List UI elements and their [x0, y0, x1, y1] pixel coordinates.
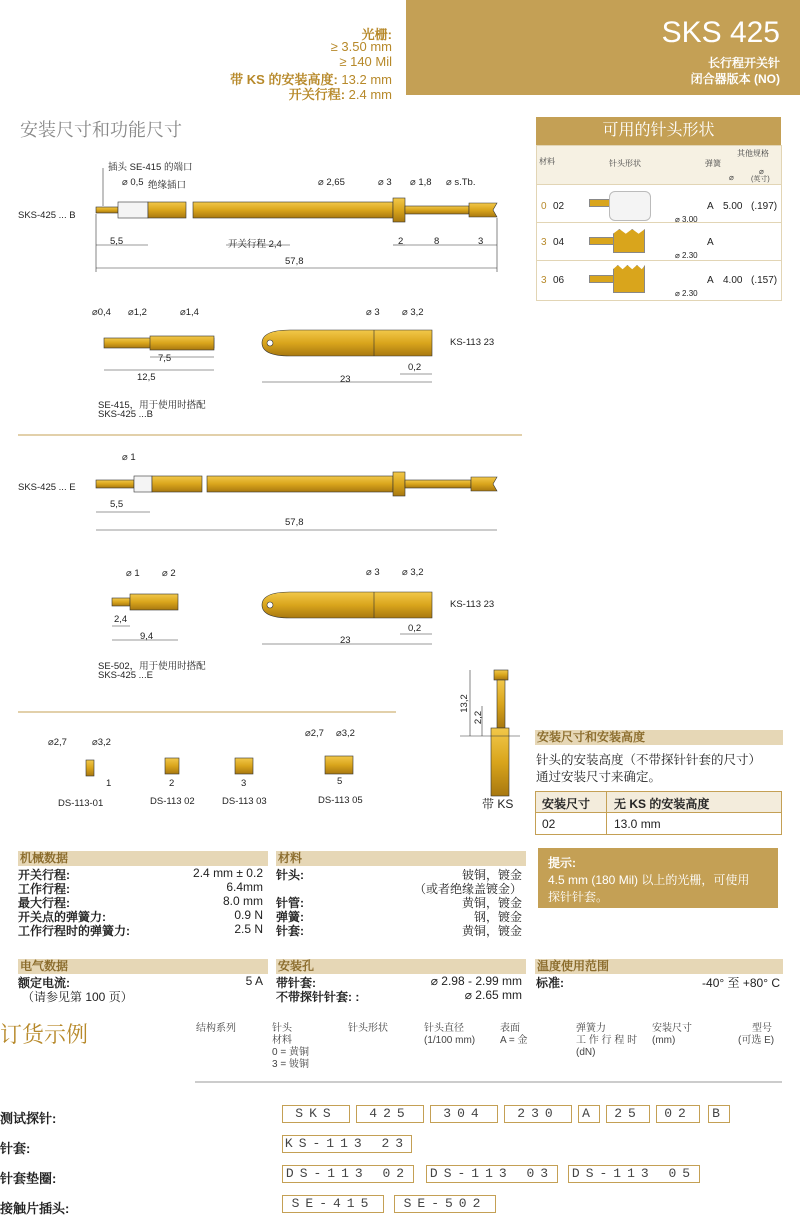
se502-dim-1: ⌀ 2 — [162, 568, 176, 579]
material-row-2: 针管: — [276, 896, 304, 910]
mech-row-4: 工作行程时的弹簧力: — [18, 924, 130, 938]
install-height-title: 安装尺寸和安装高度 — [535, 730, 783, 745]
hole-row-1: 不带探针针套: : — [276, 990, 360, 1004]
temp-label: 标准: — [536, 976, 564, 990]
ks113-b-dim-0: ⌀ 3 — [366, 567, 380, 578]
ds01-dim-0: ⌀2,7 — [48, 737, 67, 748]
probe-b-barrel-1 — [148, 202, 186, 218]
tip-shape-flat — [589, 199, 611, 207]
tip-head-material: 材料 — [539, 157, 555, 166]
probe-e-barrel-1 — [152, 476, 202, 492]
se415-len-1: 12,5 — [137, 372, 156, 383]
tip-row-0-mm: 5.00 — [723, 201, 743, 212]
spec-grid-label: 光栅: — [361, 27, 392, 42]
tip-cap-insulated — [609, 191, 651, 221]
ds05-dim-0: ⌀2,7 — [305, 728, 324, 739]
temp-value: -40° 至 +80° C — [702, 976, 780, 990]
install-height-th-2: 无 KS 的安装高度 — [614, 797, 710, 811]
se502-len-0: 2,4 — [114, 614, 128, 625]
probe-b-crown — [469, 203, 497, 217]
probe-b-collar — [393, 198, 405, 222]
install-height-row-divider — [536, 812, 781, 813]
dim-b-len-2: 2 — [398, 236, 404, 247]
diagram-e-len: 5,5 — [110, 499, 124, 510]
mech-row-3: 开关点的弹簧力: — [18, 910, 106, 924]
tip-shapes-title: 可用的针头形状 — [536, 117, 781, 145]
product-subtitle-2: 闭合器版本 (NO) — [690, 72, 780, 86]
tip-row-1-mat: 3 — [541, 237, 547, 248]
probe-b-barrel-2 — [193, 202, 393, 218]
ds01-len: 1 — [106, 778, 112, 789]
order-head-surface-gold: A = 金 — [500, 1035, 528, 1046]
tip-head-unit: (英寸) — [751, 176, 770, 183]
probe-e-insulator — [134, 476, 152, 492]
electric-note: （请参见第 100 页） — [22, 990, 133, 1004]
order-box-plug-502: SE-502 — [394, 1195, 496, 1213]
electric-current-label: 额定电流: — [18, 976, 70, 990]
hole-row-1-val: ⌀ 2.65 mm — [464, 988, 522, 1002]
order-box-series: SKS — [282, 1105, 350, 1123]
install-height-value: 13.0 mm — [614, 817, 661, 831]
with-ks-dim-1: 2,2 — [473, 710, 485, 725]
order-box-washer-05: DS-113 05 — [568, 1165, 700, 1183]
se415-caption-1: SE-415，用于使用时搭配 — [98, 400, 206, 411]
order-head-install-unit: (mm) — [652, 1035, 676, 1046]
tip-head-other: 其他规格 — [737, 149, 769, 158]
ks113-a-dim-0: ⌀ 3 — [366, 307, 380, 318]
mech-row-0-val: 2.4 mm ± 0.2 — [193, 866, 263, 880]
tip-row-2-code: 06 — [553, 275, 565, 286]
tip-row-2-mm: 4.00 — [723, 275, 743, 286]
probe-e-plunger — [96, 480, 134, 488]
tip-row-2-dia: ⌀ 2.30 — [675, 289, 698, 298]
se502-body — [112, 598, 130, 606]
tip-row-0-code: 02 — [553, 201, 565, 212]
product-model: SKS 425 — [661, 16, 780, 49]
order-box-install: 02 — [656, 1105, 700, 1123]
ks113-b-body — [262, 592, 432, 618]
mech-title: 机械数据 — [18, 851, 268, 866]
order-head-type-opt: (可选 E) — [738, 1035, 775, 1046]
tip-row-1-code: 04 — [553, 237, 565, 248]
material-row-1-val: （或者绝缘盖镀金） — [413, 882, 522, 896]
tip-head-shape: 针头形状 — [609, 159, 641, 168]
probe-e-barrel-2 — [207, 476, 393, 492]
diagram-e-total: 57,8 — [285, 517, 304, 528]
diagram-b-name: SKS-425 ... B — [18, 210, 76, 221]
material-row-2-val: 黄铜，镀金 — [461, 896, 522, 910]
se502-dim-0: ⌀ 1 — [126, 568, 140, 579]
ds03-name: DS-113 03 — [222, 796, 267, 807]
tip-row-1 — [537, 222, 781, 261]
tip-shapes-table — [536, 145, 782, 301]
tip-row-2-mat: 3 — [541, 275, 547, 286]
order-row-probe-label: 测试探针: — [0, 1111, 57, 1126]
se415-dim-2: ⌀1,4 — [180, 307, 199, 318]
probe-e-collar — [393, 472, 405, 496]
order-box-plug-415: SE-415 — [282, 1195, 384, 1213]
order-box-surface: A — [578, 1105, 600, 1123]
order-head-becu: 3 = 铍铜 — [272, 1059, 309, 1070]
tip-shape-crown — [613, 229, 645, 253]
dim-b-1: ⌀ 2,65 — [318, 177, 345, 188]
ks113-b-dim-1: ⌀ 3,2 — [402, 567, 424, 578]
order-head-diameter-unit: (1/100 mm) — [424, 1035, 476, 1046]
hole-row-0-val: ⌀ 2.98 - 2.99 mm — [430, 974, 522, 988]
ds-03-shape — [235, 758, 253, 774]
install-height-th-1: 安装尺寸 — [542, 797, 591, 811]
ks113-a-name: KS-113 23 — [450, 337, 495, 348]
dim-b-len-1: 开关行程 2,4 — [228, 239, 282, 250]
tip-shape-serrated — [613, 265, 645, 293]
order-box-diameter: 230 — [504, 1105, 572, 1123]
install-height-table — [535, 791, 782, 835]
tip-row-0-mat: 0 — [541, 201, 547, 212]
ds02-name: DS-113 02 — [150, 796, 195, 807]
product-subtitle: 长行程开关针 — [707, 56, 780, 70]
diagram-e-dim: ⌀ 1 — [122, 452, 136, 463]
probe-ks-tip — [494, 670, 508, 680]
order-title: 订货示例 — [0, 1022, 89, 1047]
order-head-surface: 表面 — [500, 1023, 520, 1034]
se502-caption-2: SKS-425 ...E — [98, 670, 153, 681]
dim-b-0: ⌀ 0,5 — [122, 177, 144, 188]
order-head-install: 安装尺寸 — [652, 1023, 692, 1034]
tip-note-text-2: 探针针套。 — [548, 890, 609, 904]
tip-note-box — [538, 848, 778, 908]
ds01-name: DS-113-01 — [58, 798, 104, 809]
tip-shape-serrated-shaft — [589, 275, 615, 283]
mech-row-4-val: 2.5 N — [234, 922, 263, 936]
install-height-col-divider — [606, 792, 607, 834]
mech-row-3-val: 0.9 N — [234, 908, 263, 922]
order-head-spring-unit: (dN) — [576, 1047, 596, 1058]
ks113-a-body — [262, 330, 432, 356]
order-head-spring: 弹簧力 — [576, 1023, 606, 1034]
ks113-b-gap: 0,2 — [408, 623, 422, 634]
electric-title: 电气数据 — [18, 959, 268, 974]
se415-caption-2: SKS-425 ...B — [98, 409, 153, 420]
probe-b-insulator — [118, 202, 148, 218]
ds01-dim-1: ⌀3,2 — [92, 737, 111, 748]
ds05-dim-1: ⌀3,2 — [336, 728, 355, 739]
ks113-a-gap: 0,2 — [408, 362, 422, 373]
insulated-label: 绝缘插口 — [148, 180, 187, 191]
material-row-4: 针套: — [276, 924, 304, 938]
probe-b-tip-shaft — [405, 206, 469, 214]
dim-b-total: 57,8 — [285, 256, 304, 267]
install-height-desc-1: 针头的安装高度（不带探针针套的尺寸） — [536, 753, 762, 767]
dim-b-4: ⌀ s.Tb. — [446, 177, 476, 188]
tip-head-dia2: ⌀ — [759, 167, 764, 176]
order-head-spring-work: 工 作 行 程 时 — [576, 1035, 638, 1046]
tip-row-2 — [537, 260, 781, 299]
material-row-4-val: 黄铜，镀金 — [461, 924, 522, 938]
material-row-0: 针头: — [276, 868, 304, 882]
order-box-tip: 304 — [430, 1105, 498, 1123]
with-ks-label: 带 KS — [482, 797, 514, 811]
dim-b-len-4: 3 — [478, 236, 484, 247]
tip-row-2-spring: A — [707, 275, 714, 286]
electric-current-value: 5 A — [245, 974, 263, 988]
order-box-type: B — [708, 1105, 730, 1123]
material-title: 材料 — [276, 851, 526, 866]
spec-switch-travel: 开关行程: 2.4 mm — [288, 87, 392, 102]
tip-note-title: 提示: — [548, 856, 576, 870]
mech-row-0: 开关行程: — [18, 868, 70, 882]
se415-dim-1: ⌀1,2 — [128, 307, 147, 318]
order-box-sleeve: KS-113 23 — [282, 1135, 412, 1153]
ds05-len: 5 — [337, 776, 343, 787]
dim-b-3: ⌀ 1,8 — [410, 177, 432, 188]
tip-shape-crown-shaft — [589, 237, 615, 245]
tip-row-2-inch: (.157) — [751, 275, 778, 286]
port-label: 插头 SE-415 的端口 — [108, 162, 193, 173]
temp-title: 温度使用范围 — [535, 959, 783, 974]
section-title-install: 安装尺寸和功能尺寸 — [20, 120, 182, 140]
order-box-washer-03: DS-113 03 — [426, 1165, 558, 1183]
order-head-series: 结构系列 — [196, 1023, 236, 1034]
tip-row-0-dia: ⌀ 3.00 — [675, 215, 698, 224]
ks113-b-name: KS-113 23 — [450, 599, 495, 610]
ks113-b-len: 23 — [340, 635, 351, 646]
order-row-washer-label: 针套垫圈: — [0, 1171, 57, 1186]
material-row-3-val: 钢，镀金 — [473, 910, 522, 924]
se502-caption-1: SE-502，用于使用时搭配 — [98, 661, 206, 672]
ds03-len: 3 — [241, 778, 247, 789]
mech-row-2: 最大行程: — [18, 896, 70, 910]
ks113-a-len: 23 — [340, 374, 351, 385]
material-row-0-val: 铍铜，镀金 — [461, 868, 522, 882]
order-head-shape: 针头形状 — [348, 1023, 388, 1034]
order-row-plug-label: 接触片插头: — [0, 1201, 70, 1216]
tip-row-0 — [537, 184, 781, 223]
ds05-name: DS-113 05 — [318, 795, 363, 806]
ds-05-shape — [325, 756, 353, 774]
se415-dim-0: ⌀0,4 — [92, 307, 111, 318]
order-head-brass: 0 = 黄铜 — [272, 1047, 309, 1058]
dim-b-2: ⌀ 3 — [378, 177, 392, 188]
diagram-e-name: SKS-425 ... E — [18, 482, 76, 493]
install-height-size: 02 — [542, 817, 556, 831]
spec-install-height: 带 KS 的安装高度: 13.2 mm — [230, 72, 392, 87]
ks113-a-dim-1: ⌀ 3,2 — [402, 307, 424, 318]
install-height-desc-2: 通过安装尺寸来确定。 — [536, 770, 662, 784]
mech-row-1-val: 6.4mm — [226, 880, 263, 894]
probe-b-plunger — [96, 207, 118, 213]
spec-grid-mm: ≥ 3.50 mm — [330, 39, 392, 54]
order-row-sleeve-label: 针套: — [0, 1141, 31, 1156]
hole-title: 安装孔 — [276, 959, 526, 974]
mech-row-2-val: 8.0 mm — [222, 894, 263, 908]
tip-note-text-1: 4.5 mm (180 Mil) 以上的光栅，可使用 — [548, 873, 750, 887]
tip-row-0-inch: (.197) — [751, 201, 778, 212]
dim-b-len-0: 5,5 — [110, 236, 124, 247]
order-head-material: 材料 — [272, 1035, 292, 1046]
order-head-tip: 针头 — [272, 1023, 292, 1034]
tip-row-1-dia: ⌀ 2.30 — [675, 251, 698, 260]
order-head-type: 型号 — [752, 1023, 772, 1034]
spec-grid-mil: ≥ 140 Mil — [339, 54, 392, 69]
material-row-3: 弹簧: — [276, 910, 304, 924]
mech-row-1: 工作行程: — [18, 882, 70, 896]
order-box-washer-02: DS-113 02 — [282, 1165, 414, 1183]
dim-b-len-3: 8 — [434, 236, 440, 247]
se415-len-0: 7,5 — [158, 353, 172, 364]
order-box-model: 425 — [356, 1105, 424, 1123]
order-box-spring: 25 — [606, 1105, 650, 1123]
ds02-len: 2 — [169, 778, 175, 789]
with-ks-dim-0: 13,2 — [458, 694, 470, 713]
order-head-diameter: 针头直径 — [424, 1023, 464, 1034]
tip-row-0-spring: A — [707, 201, 714, 212]
tip-row-1-spring: A — [707, 237, 714, 248]
hole-row-0: 带针套: — [276, 976, 316, 990]
se502-len-1: 9,4 — [140, 631, 154, 642]
tip-head-dia: ⌀ — [729, 173, 734, 182]
tip-head-spring: 弹簧 — [705, 159, 721, 168]
ds-01-shape — [86, 760, 94, 776]
ds-02-shape — [165, 758, 179, 774]
